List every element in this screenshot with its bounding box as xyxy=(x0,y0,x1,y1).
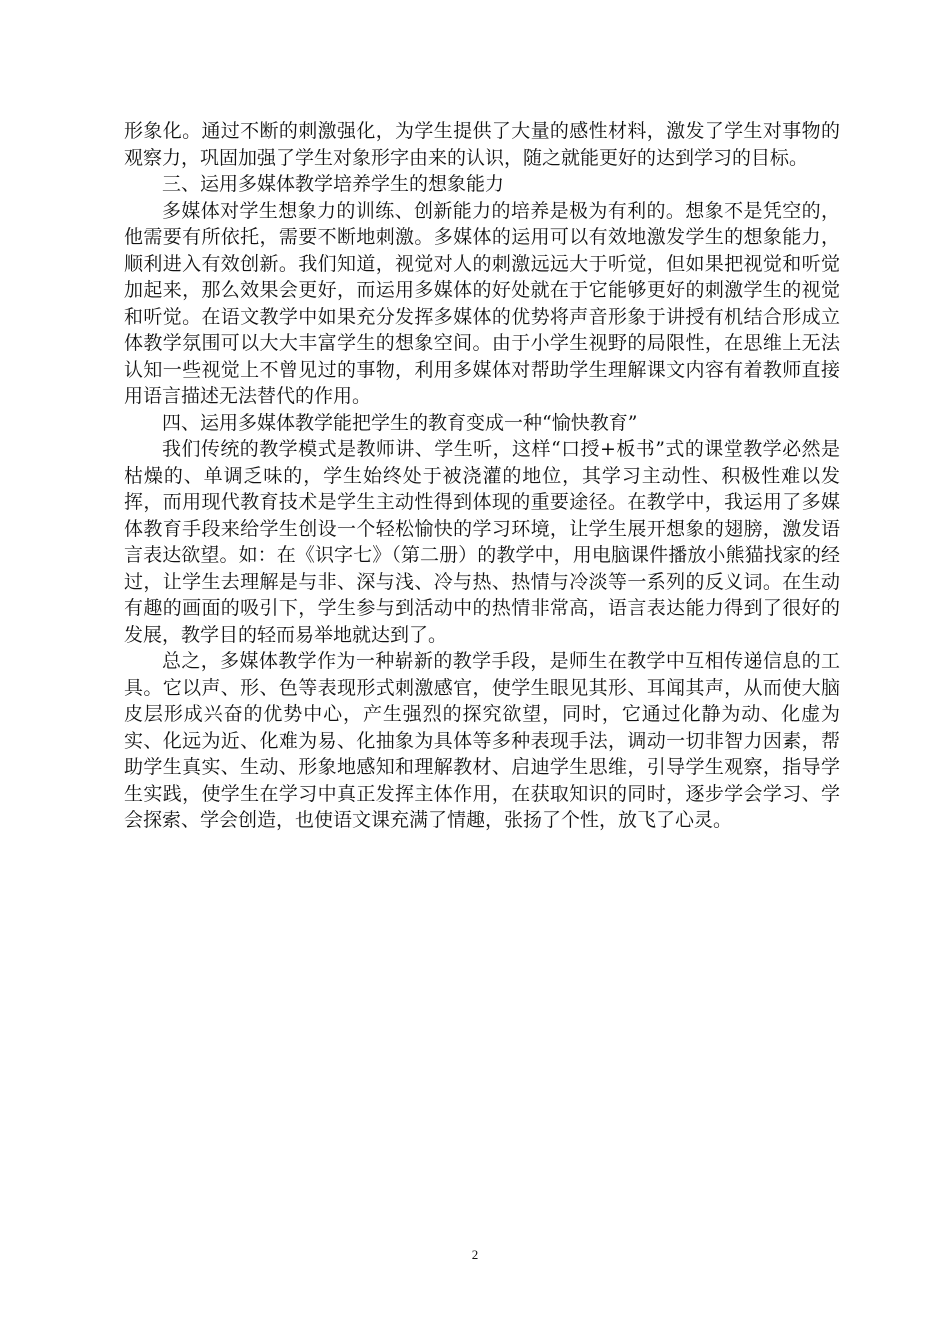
section-heading-3: 三、运用多媒体教学培养学生的想象能力 xyxy=(162,173,505,195)
paragraph-happy-education: 我们传统的教学模式是教师讲、学生听，这样“口授+板书”式的课堂教学必然是枯燥的、单调乏味的，学生始终处于被浇灌的地位，其学习主动性、积极性难以发挥，而用现代教育技术是学生主动性得到体现的重要途径。在教学中，我运用了多媒体教育手段来给学生创设一个轻松愉快的学习环境，让学生展开想象的翅膀，激发语言表达欲望。如：在《识字七》（第二册）的教学中，用电脑课件播放小熊猫找家的经过，让学生去理解是与非、深与浅、冷与热、热情与冷淡等一系列的反义词。在生动有趣的画面的吸引下，学生参与到活动中的热情非常高，语言表达能力得到了很好的发展，教学目的轻而易举地就达到了。 xyxy=(124,438,840,646)
document-body xyxy=(124,118,840,834)
paragraph-conclusion: 总之，多媒体教学作为一种崭新的教学手段，是师生在教学中互相传递信息的工具。它以声、形、色等表现形式刺激感官，使学生眼见其形、耳闻其声，从而使大脑皮层形成兴奋的优势中心，产生强烈的探究欲望，同时，它通过化静为动、化虚为实、化远为近、化难为易、化抽象为具体等多种表现手法，调动一切非智力因素，帮助学生真实、生动、形象地感知和理解教材、启迪学生思维，引导学生观察，指导学生实践，使学生在学习中真正发挥主体作用，在获取知识的同时，逐步学会学习、学会探索、学会创造，也使语文课充满了情趣，张扬了个性，放飞了心灵。 xyxy=(124,650,840,831)
paragraph-continued: 形象化。通过不断的刺激强化，为学生提供了大量的感性材料，激发了学生对事物的观察力，巩固加强了学生对象形字由来的认识，随之就能更好的达到学习的目标。 xyxy=(124,120,840,169)
page-number: 2 xyxy=(471,1247,479,1262)
section-heading-4: 四、运用多媒体教学能把学生的教育变成一种“愉快教育” xyxy=(162,411,638,434)
paragraph-imagination: 多媒体对学生想象力的训练、创新能力的培养是极为有利的。想象不是凭空的，他需要有所依托，需要不断地刺激。多媒体的运用可以有效地激发学生的想象能力，顺利进入有效创新。我们知道，视觉对人的刺激远远大于听觉，但如果把视觉和听觉加起来，那么效果会更好，而运用多媒体的好处就在于它能够更好的刺激学生的视觉和听觉。在语文教学中如果充分发挥多媒体的优势将声音形象于讲授有机结合形成立体教学氛围可以大大丰富学生的想象空间。由于小学生视野的局限性，在思维上无法认知一些视觉上不曾见过的事物，利用多媒体对帮助学生理解课文内容有着教师直接用语言描述无法替代的作用。 xyxy=(124,199,840,407)
